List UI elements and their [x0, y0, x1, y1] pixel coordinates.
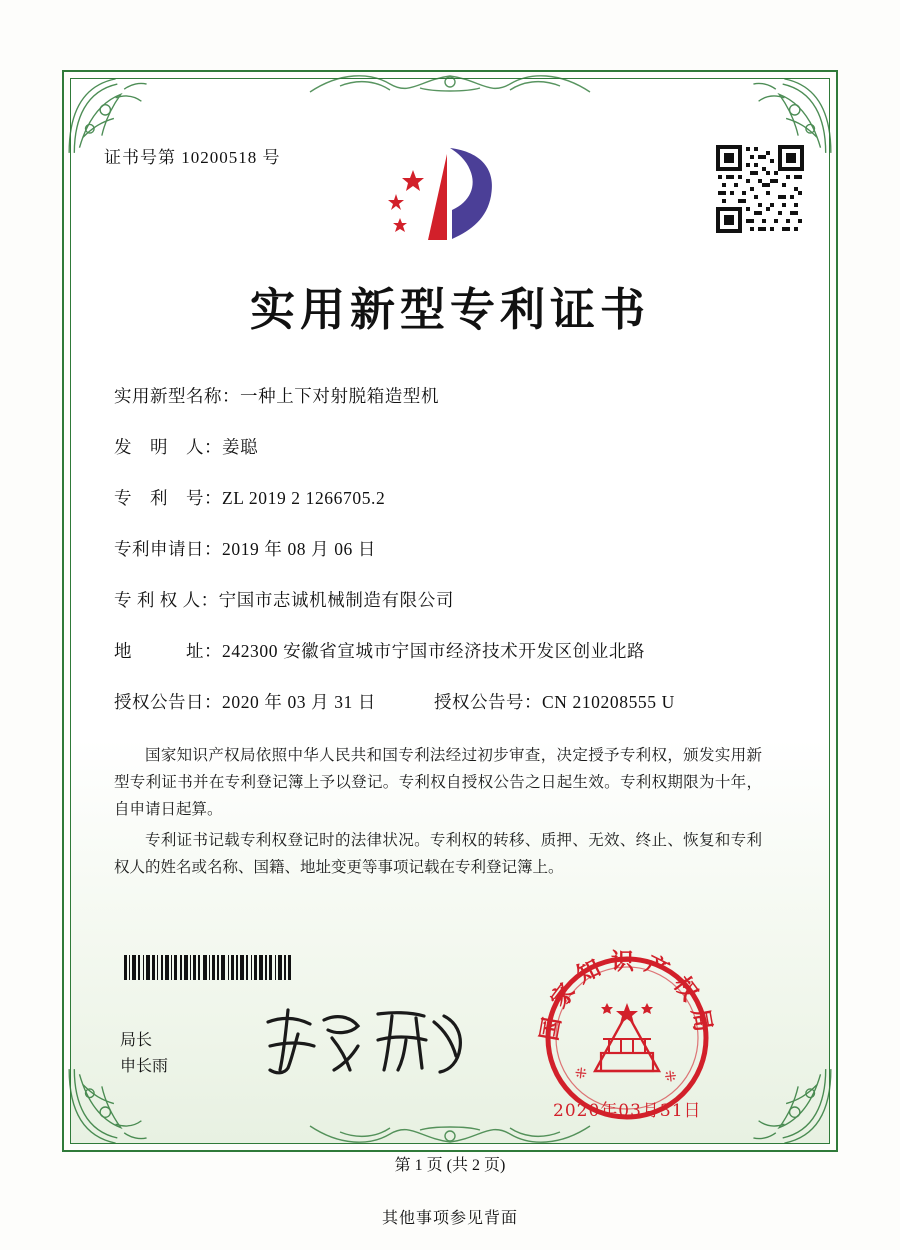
field-value: 姜聪 — [222, 437, 259, 457]
legal-text-block — [114, 742, 762, 885]
field-label: 专 利 号： — [114, 488, 222, 508]
field-label: 实用新型名称： — [114, 386, 240, 406]
svg-text:※ ※: ※ ※ — [569, 1062, 685, 1105]
field-row — [114, 536, 774, 587]
director-name: 申长雨 — [120, 1058, 169, 1075]
handwritten-signature-icon — [258, 1000, 468, 1080]
seal-date: 2020年03月31日 — [553, 1101, 702, 1121]
director-role: 局长 — [120, 1032, 153, 1049]
field-row — [114, 587, 774, 638]
field-value: 2019 年 08 月 06 日 — [222, 539, 376, 559]
field-value: 宁国市志诚机械制造有限公司 — [218, 590, 454, 610]
barcode — [124, 955, 352, 980]
paragraph: 专利证书记载专利权登记时的法律状况。专利权的转移、质押、无效、终止、恢复和专利权人的姓名或名称、国籍、地址变更等事项记载在专利登记簿上。 — [114, 831, 762, 876]
field-value: 一种上下对射脱箱造型机 — [240, 386, 440, 406]
qr-code-icon — [714, 143, 806, 235]
grant-publication-value: CN 210208555 U — [541, 692, 675, 712]
page-title: 实用新型专利证书 — [249, 283, 650, 336]
paragraph: 国家知识产权局依照中华人民共和国专利法经过初步审查，决定授予专利权，颁发实用新型专利证书并在专利登记簿上予以登记。专利权自授权公告之日起生效。专利权期限为十年，自申请日起算。 — [114, 746, 762, 818]
field-value: 242300 安徽省宣城市宁国市经济技术开发区创业北路 — [222, 641, 646, 661]
field-row — [114, 383, 774, 434]
edge-ornament-icon — [300, 66, 600, 100]
svg-text:国家知识产权局: 国家知识产权局 — [536, 948, 718, 1043]
grant-row — [114, 689, 774, 740]
certificate-number: 证书号第 10200518 号 — [104, 148, 281, 167]
grant-date-value: 2020 年 03 月 31 日 — [222, 692, 376, 712]
grant-publication-label: 授权公告号： — [433, 692, 542, 712]
field-label: 地 址： — [114, 641, 222, 661]
field-label: 发 明 人： — [114, 437, 222, 457]
footer-note: 其他事项参见背面 — [381, 1210, 518, 1227]
field-row — [114, 434, 774, 485]
field-row — [114, 485, 774, 536]
signature-labels — [120, 1028, 168, 1080]
cnipa-logo-icon — [378, 140, 523, 250]
field-row — [114, 638, 774, 689]
field-label: 专利申请日： — [114, 539, 222, 559]
field-list — [114, 383, 774, 740]
grant-date-label: 授权公告日： — [114, 692, 222, 712]
corner-ornament-icon — [750, 1064, 836, 1150]
field-value: ZL 2019 2 1266705.2 — [222, 488, 386, 508]
field-label: 专 利 权 人： — [114, 590, 219, 610]
page-number: 第 1 页 (共 2 页) — [394, 1157, 506, 1174]
